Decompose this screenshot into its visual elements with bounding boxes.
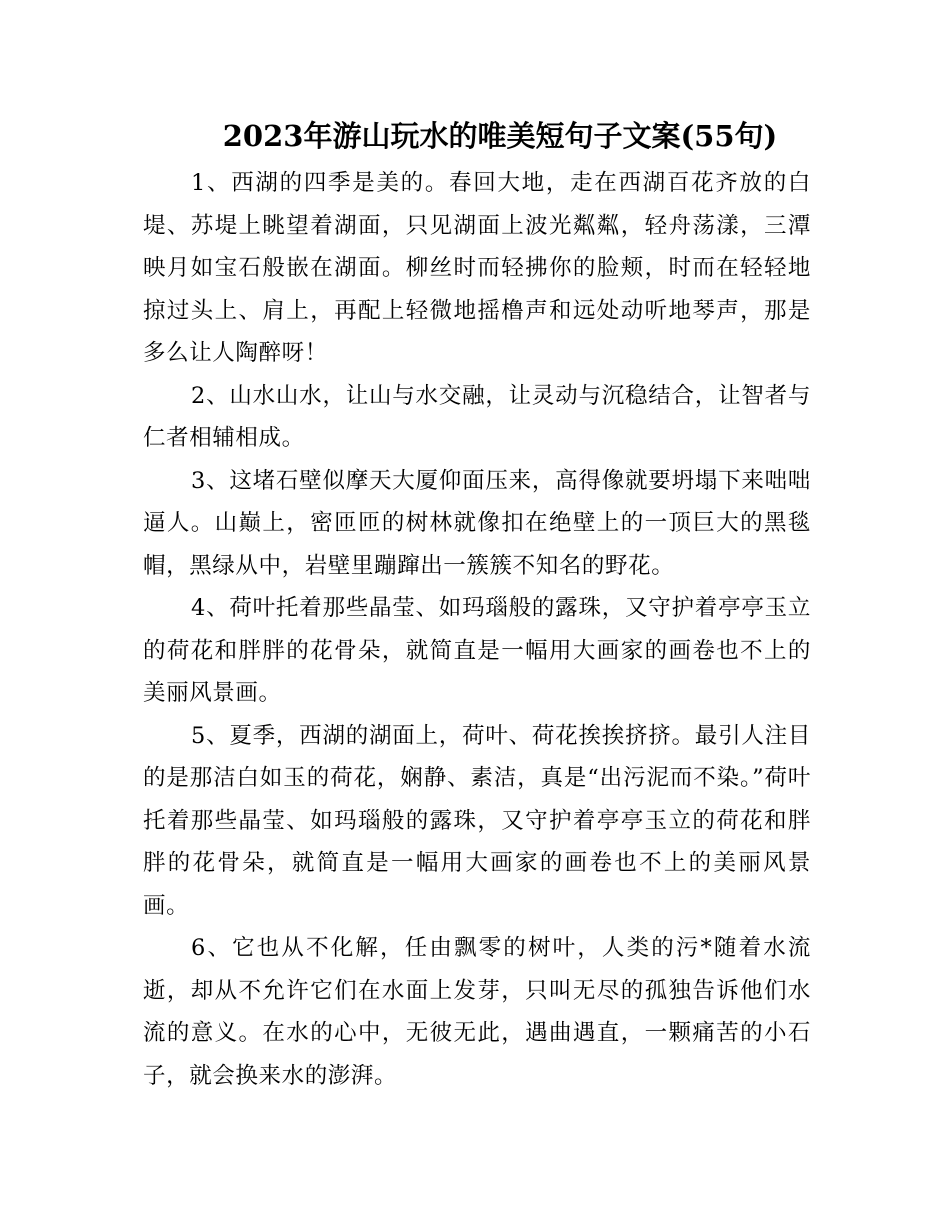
document-title: 2023年游山玩水的唯美短句子文案(55句) xyxy=(222,119,778,153)
paragraph-4: 4、荷叶托着那些晶莹、如玛瑙般的露珠，又守护着亭亭玉立的荷花和胖胖的花骨朵，就简直是一幅用大画家的画卷也不上的美丽风景画。 xyxy=(143,595,811,706)
paragraph-6: 6、它也从不化解，任由飘零的树叶，人类的污*随着水流逝，却从不允许它们在水面上发芽，只叫无尽的孤独告诉他们水流的意义。在水的心中，无彼无此，遇曲遇直，一颗痛苦的小石子，就会换来水的澎湃。 xyxy=(143,935,811,1089)
paragraph-2: 2、山水山水，让山与水交融，让灵动与沉稳结合，让智者与仁者相辅相成。 xyxy=(143,382,811,451)
paragraph-3: 3、这堵石壁似摩天大厦仰面压来，高得像就要坍塌下来咄咄逼人。山巅上，密匝匝的树林就像扣在绝壁上的一顶巨大的黑毯帽，黑绿从中，岩壁里蹦蹿出一簇簇不知名的野花。 xyxy=(143,467,811,579)
paragraph-5: 5、夏季，西湖的湖面上，荷叶、荷花挨挨挤挤。最引人注目的是那洁白如玉的荷花，娴静、素洁，真是“出污泥而不染。”荷叶托着那些晶莹、如玛瑙般的露珠，又守护着亭亭玉立的荷花和胖胖的花骨朵，就简直是一幅用大画家的画卷也不上的美丽风景画。 xyxy=(143,722,811,919)
paragraph-1: 1、西湖的四季是美的。春回大地，走在西湖百花齐放的白堤、苏堤上眺望着湖面，只见湖面上波光粼粼，轻舟荡漾，三潭映月如宝石般嵌在湖面。柳丝时而轻拂你的脸颊，时而在轻轻地掠过头上、肩上，再配上轻微地摇橹声和远处动听地琴声，那是多么让人陶醉呀！ xyxy=(143,170,811,366)
document-body xyxy=(143,162,811,1097)
